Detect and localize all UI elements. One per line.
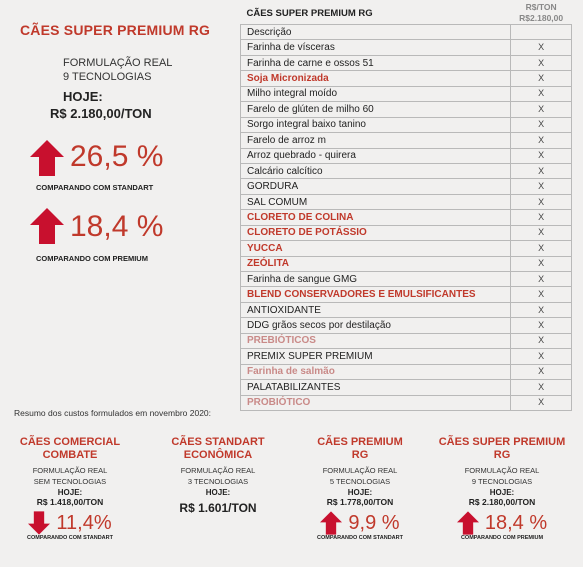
ingredient-mark: X xyxy=(511,395,572,410)
ingredient-name: ANTIOXIDANTE xyxy=(241,302,511,317)
ingredient-mark: X xyxy=(511,364,572,379)
ingredient-name: PREMIX SUPER PREMIUM xyxy=(241,349,511,364)
summary-title-line2: RG xyxy=(351,449,369,461)
table-row xyxy=(241,395,572,410)
summary-title-line2: COMBATE xyxy=(42,449,98,461)
table-row xyxy=(241,349,572,364)
summary-today-label: HOJE: xyxy=(205,488,231,497)
table-row xyxy=(241,163,572,178)
table-row xyxy=(241,318,572,333)
summary-formulation: FORMULAÇÃO REAL xyxy=(180,466,256,475)
table-row xyxy=(241,241,572,256)
summary-column xyxy=(148,436,288,515)
ingredient-name: Milho integral moído xyxy=(241,86,511,101)
table-row xyxy=(241,55,572,70)
ingredient-name: Farinha de carne e ossos 51 xyxy=(241,55,511,70)
summary-formulation: FORMULAÇÃO REAL xyxy=(32,466,108,475)
summary-title-line2: ECONÔMICA xyxy=(183,449,253,461)
hero-today-label: HOJE: xyxy=(63,89,103,104)
table-row xyxy=(241,25,572,40)
summary-technologies: 3 TECNOLOGIAS xyxy=(187,477,249,486)
arrow-up-icon xyxy=(30,140,64,176)
summary-column xyxy=(290,436,430,541)
ingredient-mark: X xyxy=(511,86,572,101)
table-row xyxy=(241,40,572,55)
hero-title: CÃES SUPER PREMIUM RG xyxy=(20,22,211,38)
ingredient-mark: X xyxy=(511,40,572,55)
ingredient-name: Farelo de glúten de milho 60 xyxy=(241,102,511,117)
stat-caption: COMPARANDO COM STANDART xyxy=(36,183,154,192)
ingredient-mark xyxy=(511,25,572,40)
ingredient-mark: X xyxy=(511,272,572,287)
table-header-name: CÃES SUPER PREMIUM RG xyxy=(246,7,373,19)
table-row xyxy=(241,256,572,271)
summary-today-label: HOJE: xyxy=(57,488,83,497)
ingredient-mark: X xyxy=(511,349,572,364)
table-row xyxy=(241,179,572,194)
ingredient-mark: X xyxy=(511,241,572,256)
summary-price: R$ 2.180,00/TON xyxy=(468,497,536,507)
summary-column xyxy=(432,436,572,541)
summary-today-label: HOJE: xyxy=(347,488,373,497)
ingredient-name: Descrição xyxy=(241,25,511,40)
table-row xyxy=(241,194,572,209)
ingredient-name: Soja Micronizada xyxy=(241,71,511,86)
ingredient-mark: X xyxy=(511,256,572,271)
summary-caption: COMPARANDO COM PREMIUM xyxy=(460,535,544,541)
ingredient-name: GORDURA xyxy=(241,179,511,194)
summary-title: CÃES PREMIUM xyxy=(317,436,403,448)
summary-technologies: 9 TECNOLOGIAS xyxy=(471,477,533,486)
summary-column xyxy=(0,436,140,541)
ingredient-mark: X xyxy=(511,333,572,348)
ingredient-name: PROBIÓTICO xyxy=(241,395,511,410)
ingredients-table xyxy=(240,2,572,411)
summary-caption: COMPARANDO COM STANDART xyxy=(27,535,113,541)
arrow-up-icon xyxy=(30,208,64,244)
ingredient-name: PREBIÓTICOS xyxy=(241,333,511,348)
ingredient-name: BLEND CONSERVADORES E EMULSIFICANTES xyxy=(241,287,511,302)
table-row xyxy=(241,380,572,395)
summary-price: R$ 1.601/TON xyxy=(179,501,257,515)
ingredient-mark: X xyxy=(511,102,572,117)
summary-price: R$ 1.778,00/TON xyxy=(326,497,394,507)
summary-title: CÃES COMERCIAL xyxy=(19,436,121,448)
ingredient-name: Farinha de sangue GMG xyxy=(241,272,511,287)
ingredient-name: Calcário calcítico xyxy=(241,163,511,178)
arrow-up-icon xyxy=(320,511,342,535)
summary-percent: 9,9 % xyxy=(348,511,400,534)
ingredient-name: Farinha de salmão xyxy=(241,364,511,379)
ingredient-mark: X xyxy=(511,380,572,395)
summary-technologies: SEM TECNOLOGIAS xyxy=(33,477,107,486)
summary-percent: 11,4% xyxy=(56,511,112,534)
stat-caption: COMPARANDO COM PREMIUM xyxy=(36,254,148,263)
ingredient-name: Sorgo integral baixo tanino xyxy=(241,117,511,132)
table-row xyxy=(241,333,572,348)
summary-title: CÃES STANDART xyxy=(171,436,265,448)
ingredient-name: SAL COMUM xyxy=(241,194,511,209)
summary-today-label: HOJE: xyxy=(489,488,515,497)
hero-price: R$ 2.180,00/TON xyxy=(50,106,152,121)
ingredient-name: PALATABILIZANTES xyxy=(241,380,511,395)
table-header-unit: R$/TON xyxy=(525,2,557,12)
ingredient-name: Arroz quebrado - quirera xyxy=(241,148,511,163)
ingredient-mark: X xyxy=(511,302,572,317)
ingredient-mark: X xyxy=(511,318,572,333)
table-row xyxy=(241,148,572,163)
table-row xyxy=(241,71,572,86)
ingredient-mark: X xyxy=(511,225,572,240)
summary-price: R$ 1.418,00/TON xyxy=(36,497,104,507)
table-row xyxy=(241,86,572,101)
ingredient-mark: X xyxy=(511,148,572,163)
ingredient-mark: X xyxy=(511,133,572,148)
ingredient-mark: X xyxy=(511,55,572,70)
summary-stat-row xyxy=(432,511,572,535)
ingredient-mark: X xyxy=(511,194,572,209)
summary-formulation: FORMULAÇÃO REAL xyxy=(322,466,398,475)
ingredient-name: Farelo de arroz m xyxy=(241,133,511,148)
ingredient-name: DDG grãos secos por destilação xyxy=(241,318,511,333)
ingredient-mark: X xyxy=(511,117,572,132)
ingredient-mark: X xyxy=(511,287,572,302)
ingredient-mark: X xyxy=(511,210,572,225)
stat-percent: 26,5 % xyxy=(70,140,164,173)
ingredient-name: CLORETO DE COLINA xyxy=(241,210,511,225)
table-header-row xyxy=(241,2,572,25)
summary-technologies: 5 TECNOLOGIAS xyxy=(329,477,391,486)
hero-formulation: FORMULAÇÃO REAL xyxy=(63,57,173,69)
table-row xyxy=(241,102,572,117)
ingredient-mark: X xyxy=(511,163,572,178)
ingredient-name: CLORETO DE POTÁSSIO xyxy=(241,225,511,240)
summary-stat-row xyxy=(290,511,430,535)
table-row xyxy=(241,117,572,132)
table-row xyxy=(241,302,572,317)
summary-title: CÃES SUPER PREMIUM xyxy=(438,436,566,448)
ingredient-mark: X xyxy=(511,71,572,86)
ingredient-name: YUCCA xyxy=(241,241,511,256)
table-header-price xyxy=(511,2,572,25)
summary-note: Resumo dos custos formulados em novembro 2020: xyxy=(14,408,212,418)
ingredient-name: ZEÓLITA xyxy=(241,256,511,271)
arrow-up-icon xyxy=(457,511,479,535)
hero-technologies: 9 TECNOLOGIAS xyxy=(63,71,152,83)
stat-percent: 18,4 % xyxy=(70,210,164,243)
summary-formulation: FORMULAÇÃO REAL xyxy=(464,466,540,475)
table-row xyxy=(241,225,572,240)
table-row xyxy=(241,210,572,225)
table-header-price-value: R$2.180,00 xyxy=(519,13,564,23)
summary-caption: COMPARANDO COM STANDART xyxy=(317,535,403,541)
arrow-down-icon xyxy=(28,511,50,535)
summary-title-line2: RG xyxy=(493,449,511,461)
ingredient-mark: X xyxy=(511,179,572,194)
summary-percent: 18,4 % xyxy=(484,511,548,534)
ingredient-name: Farinha de vísceras xyxy=(241,40,511,55)
table-row xyxy=(241,133,572,148)
table-row xyxy=(241,364,572,379)
table-row xyxy=(241,287,572,302)
summary-stat-row xyxy=(0,511,140,535)
table-row xyxy=(241,272,572,287)
